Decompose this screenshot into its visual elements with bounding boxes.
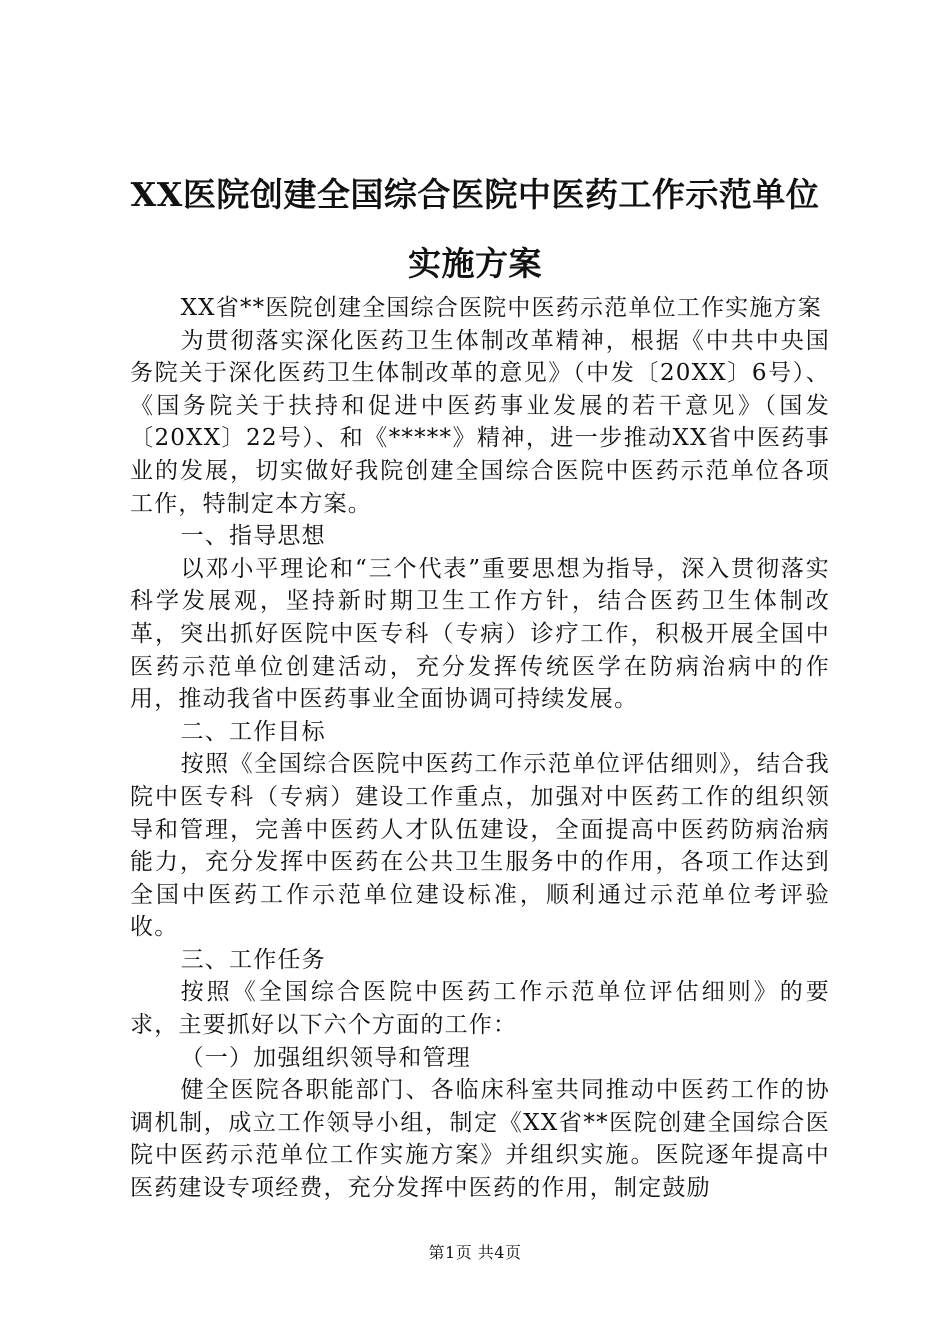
section-paragraph-3: 按照《全国综合医院中医药工作示范单位评估细则》的要求，主要抓好以下六个方面的工作： [130, 979, 830, 1039]
section-heading-1: 一、指导思想 [180, 523, 326, 550]
document-title: XX医院创建全国综合医院中医药工作示范单位实施方案 [130, 175, 820, 283]
section-paragraph-1: 以邓小平理论和“三个代表”重要思想为指导，深入贯彻落实科学发展观，坚持新时期卫生工作方针，结合医药卫生体制改革，突出抓好医院中医专科（专病）诊疗工作，积极开展全国中医药示范单位创建活动，充分发挥传统医学在防病治病中的作用，推动我省中医药事业全面协调可持续发展。 [130, 555, 830, 713]
document-body [130, 292, 830, 1205]
page-footer: 第1页 共4页 [428, 1243, 522, 1262]
section-heading-3: 三、工作任务 [180, 946, 326, 973]
section-heading-2: 二、工作目标 [180, 718, 326, 745]
subtitle-paragraph: XX省**医院创建全国综合医院中医药示范单位工作实施方案 [180, 295, 822, 321]
subsection-heading-1: （一）加强组织领导和管理 [180, 1044, 471, 1071]
intro-paragraph: 为贯彻落实深化医药卫生体制改革精神，根据《中共中央国务院关于深化医药卫生体制改革的意见》（中发〔20XX〕6号）、《国务院关于扶持和促进中医药事业发展的若干意见》（国发〔20XX〕22号）、和《*****》精神，进一步推动XX省中医药事业的发展，切实做好我院创建全国综合医院中医药示范单位各项工作，特制定本方案。 [130, 327, 830, 517]
subsection-paragraph-1: 健全医院各职能部门、各临床科室共同推动中医药工作的协调机制，成立工作领导小组，制定《XX省**医院创建全国综合医院中医药示范单位工作实施方案》并组织实施。医院逐年提高中医药建设专项经费，充分发挥中医药的作用，制定鼓励 [130, 1077, 830, 1202]
section-paragraph-2: 按照《全国综合医院中医药工作示范单位评估细则》，结合我院中医专科（专病）建设工作重点，加强对中医药工作的组织领导和管理，完善中医药人才队伍建设，全面提高中医药防病治病能力，充分发挥中医药在公共卫生服务中的作用，各项工作达到全国中医药工作示范单位建设标准，顺利通过示范单位考评验收。 [130, 751, 830, 941]
